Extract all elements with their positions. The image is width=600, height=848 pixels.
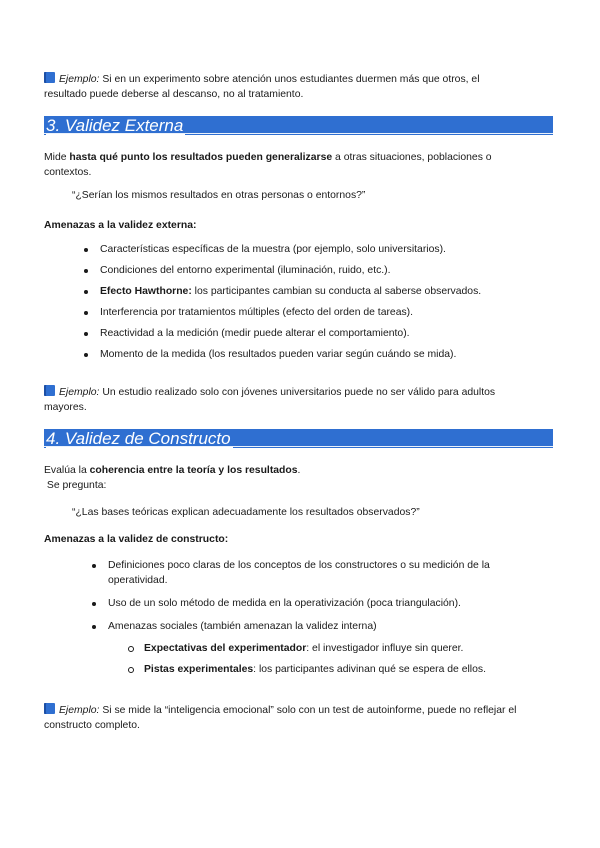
example-note-construct: Ejemplo: Si se mide la “inteligencia emocional” solo con un test de autoinforme, puede no reflejar el constructo completo.	[44, 705, 517, 731]
bullet-icon	[84, 269, 88, 273]
list-item: Efecto Hawthorne: los participantes cambian su conducta al saberse observados.	[84, 284, 554, 299]
bullet-icon	[92, 602, 96, 606]
section-header-construct	[44, 429, 553, 448]
hollow-bullet-icon	[128, 667, 134, 673]
list-item: Condiciones del entorno experimental (iluminación, ruido, etc.).	[84, 263, 554, 278]
bullet-icon	[84, 311, 88, 315]
sub-list-item: Pistas experimentales: los participantes adivinan qué se espera de ellos.	[128, 662, 548, 677]
threats-heading-external: Amenazas a la validez externa:	[44, 220, 197, 231]
example-note-internal	[44, 72, 554, 102]
section-intro-external: Mide hasta qué punto los resultados pueden generalizarse a otras situaciones, poblaciones o contextos.	[44, 152, 492, 178]
list-item: Reactividad a la medición (medir puede alterar el comportamiento).	[84, 326, 554, 341]
list-item: Uso de un solo método de medida en la operativización (poca triangulación).	[92, 596, 552, 611]
example-line-2: resultado puede deberse al descanso, no al tratamiento.	[44, 89, 304, 100]
bullet-icon	[84, 353, 88, 357]
section-intro-construct: Evalúa la coherencia entre la teoría y los resultados. Se pregunta:	[44, 465, 301, 491]
example-label: Ejemplo:	[59, 74, 100, 85]
book-icon	[44, 385, 55, 396]
list-item: Amenazas sociales (también amenazan la validez interna)	[92, 619, 552, 634]
bullet-icon	[84, 290, 88, 294]
hollow-bullet-icon	[128, 646, 134, 652]
list-item: Definiciones poco claras de los conceptos de los constructores o su medición de la operatividad.	[92, 558, 552, 588]
example-line-1: Ejemplo: Si en un experimento sobre atención unos estudiantes duermen más que otros, el	[44, 72, 554, 87]
guiding-question-construct: “¿Las bases teóricas explican adecuadamente los resultados observados?”	[72, 507, 420, 518]
bullet-icon	[92, 564, 96, 568]
section-title: 4. Validez de Constructo	[46, 429, 231, 448]
threats-heading-construct: Amenazas a la validez de constructo:	[44, 534, 229, 545]
section-title: 3. Validez Externa	[46, 116, 184, 135]
sub-list-item: Expectativas del experimentador: el investigador influye sin querer.	[128, 641, 548, 656]
threats-list-external	[84, 242, 554, 362]
guiding-question-external: “¿Serían los mismos resultados en otras personas o entornos?”	[72, 190, 366, 201]
section-header-external	[44, 116, 553, 135]
bullet-icon	[84, 332, 88, 336]
bullet-icon	[92, 625, 96, 629]
bullet-icon	[84, 248, 88, 252]
sub-threats-list	[128, 641, 548, 677]
list-item: Interferencia por tratamientos múltiples (efecto del orden de tareas).	[84, 305, 554, 320]
threats-list-construct	[92, 558, 552, 634]
list-item: Características específicas de la muestra (por ejemplo, solo universitarios).	[84, 242, 554, 257]
example-note-external: Ejemplo: Un estudio realizado solo con jóvenes universitarios puede no ser válido para adultos mayores.	[44, 387, 496, 413]
book-icon	[44, 72, 55, 83]
list-item: Momento de la medida (los resultados pueden variar según cuándo se mida).	[84, 347, 554, 362]
book-icon	[44, 703, 55, 714]
